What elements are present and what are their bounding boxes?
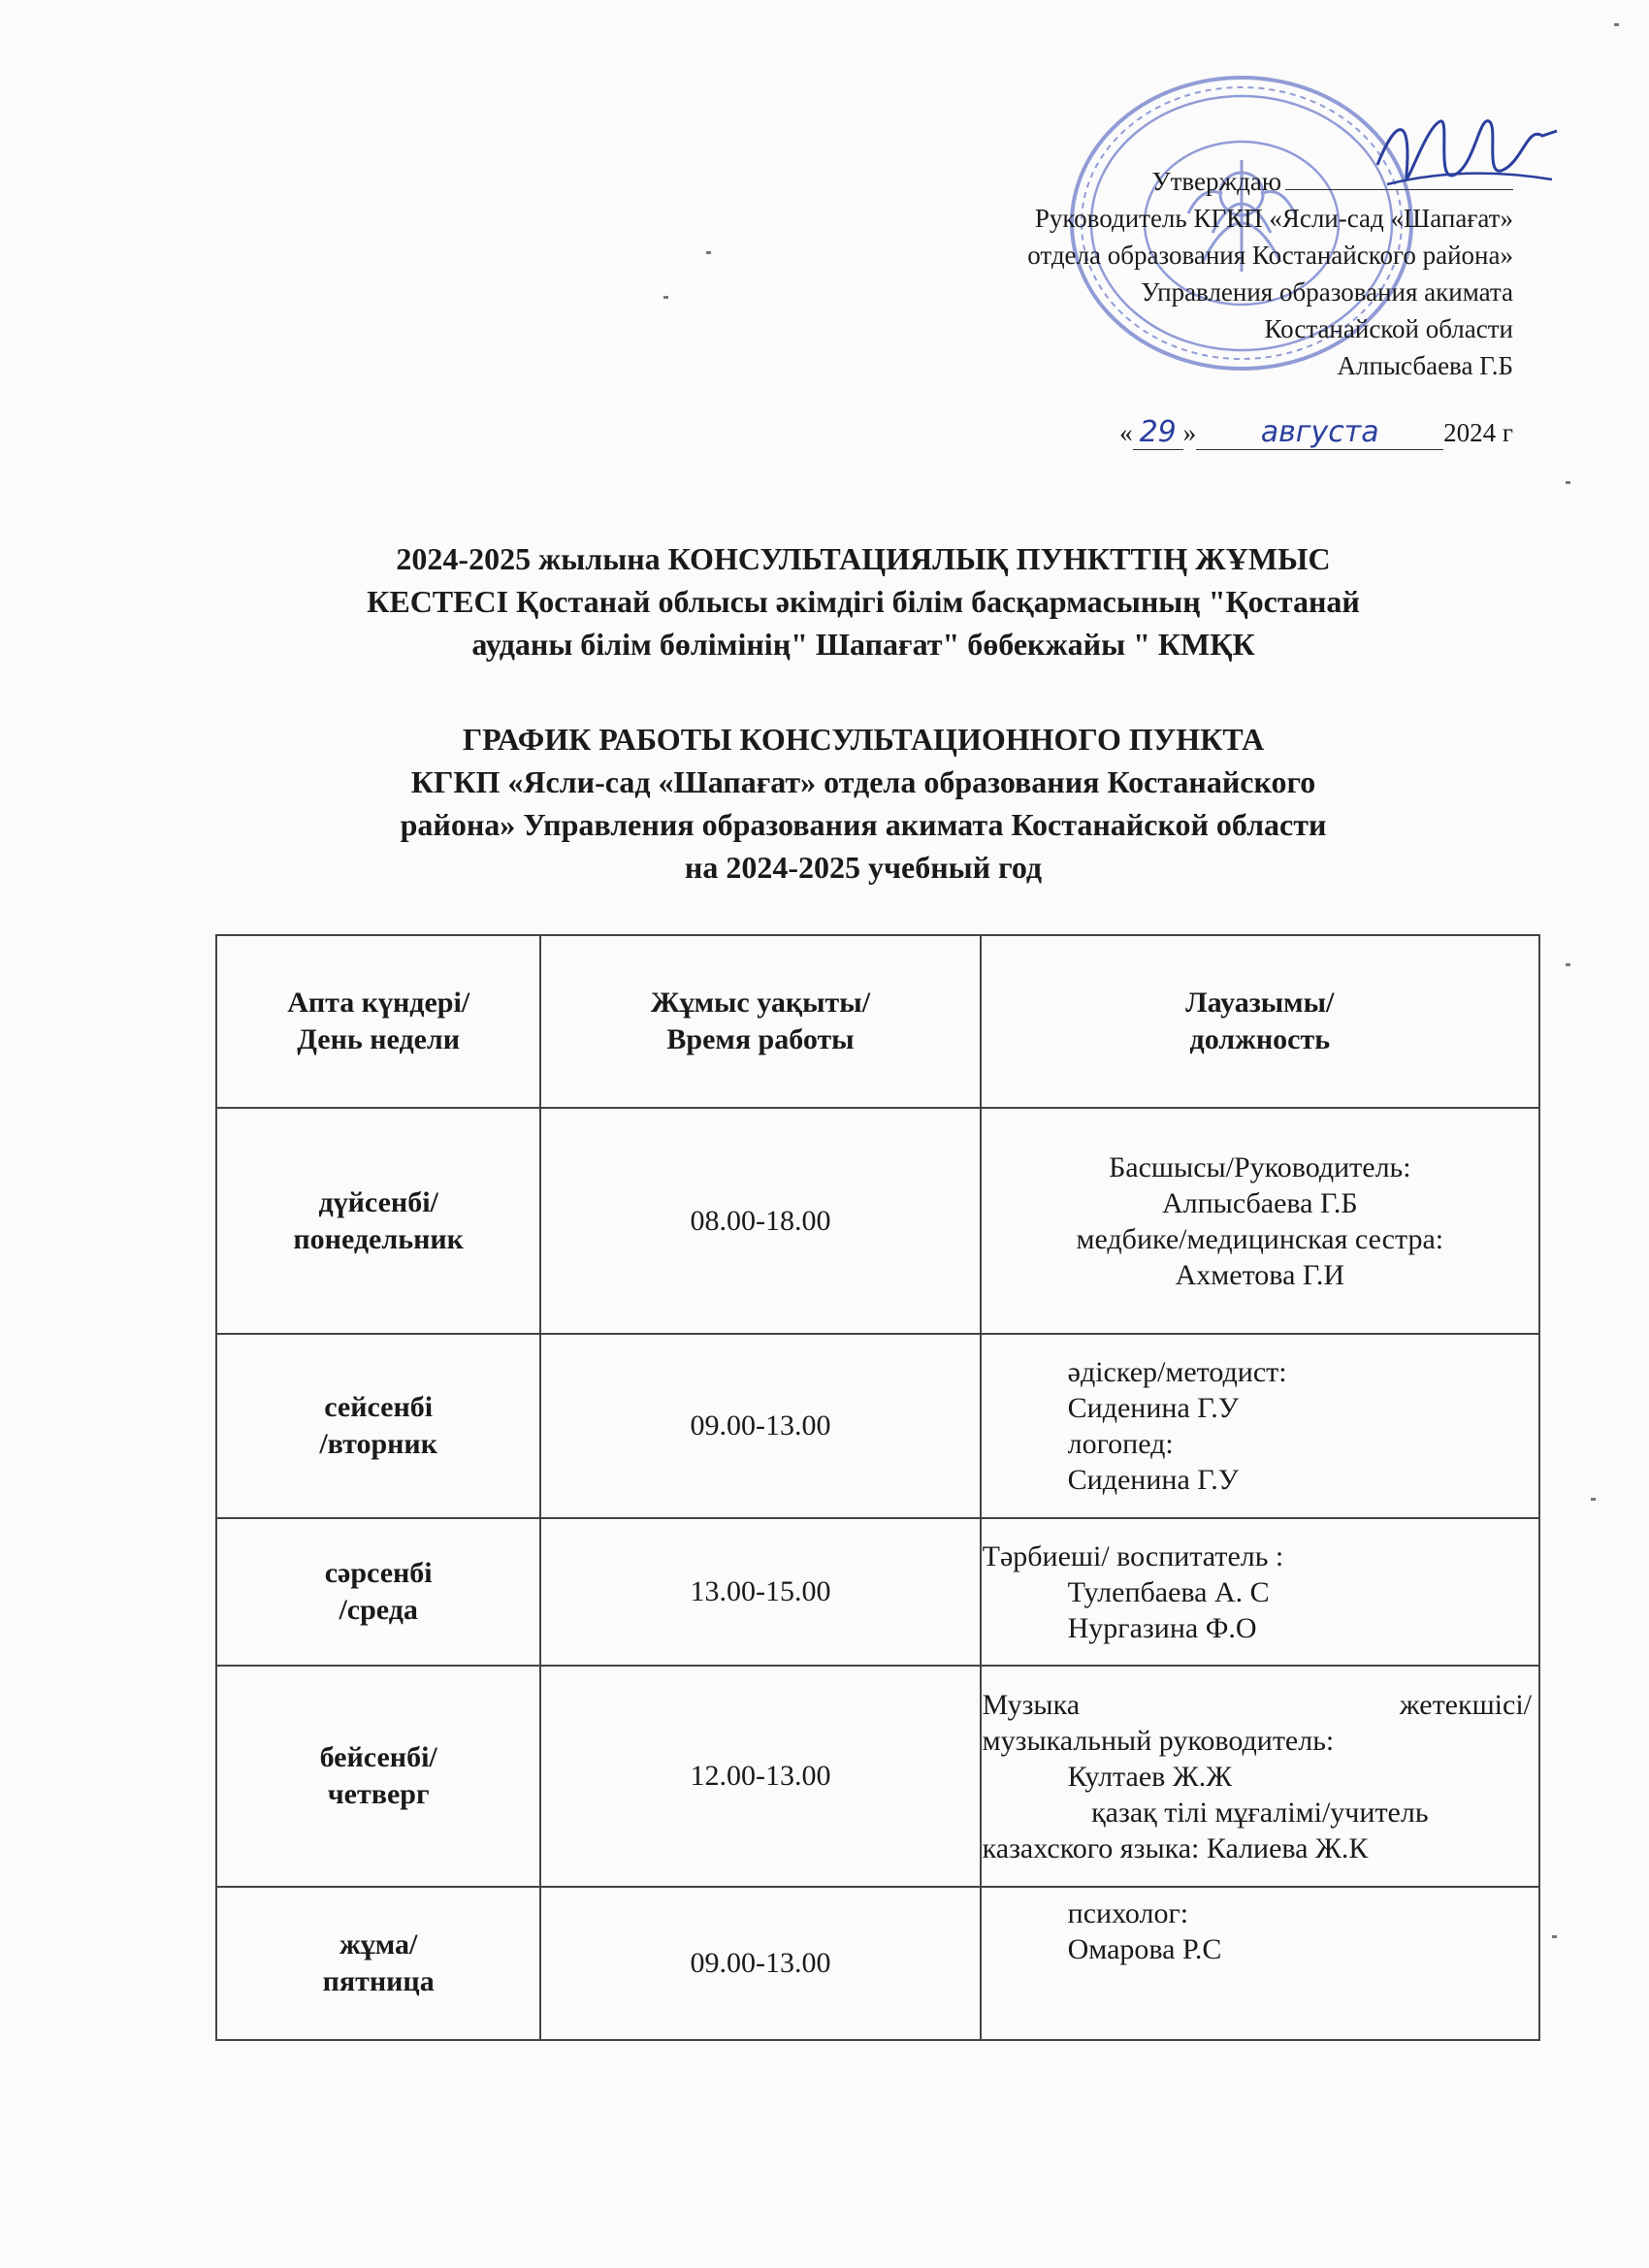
table-row bbox=[216, 1334, 1539, 1518]
day-cell: сейсенбі /вторник bbox=[216, 1334, 540, 1518]
scan-speck bbox=[706, 251, 711, 254]
table-header-row bbox=[216, 935, 1539, 1108]
title-russian: ГРАФИК РАБОТЫ КОНСУЛЬТАЦИОННОГО ПУНКТА КГКП «Ясли-сад «Шапағат» отдела образования Костанайского района» Управления образования акимата Костанайской области на 2024-2025 учебный год bbox=[400, 722, 1327, 885]
scan-speck bbox=[1591, 1498, 1596, 1501]
position-cell: психолог: Омарова Р.С bbox=[981, 1887, 1539, 2040]
day-cell: дүйсенбі/ понедельник bbox=[216, 1108, 540, 1334]
day-cell: бейсенбі/ четверг bbox=[216, 1666, 540, 1887]
position-cell: әдіскер/методист: Сиденина Г.У логопед: Сиденина Г.У bbox=[981, 1334, 1539, 1518]
time-cell: 09.00-13.00 bbox=[540, 1887, 980, 2040]
time-cell: 09.00-13.00 bbox=[540, 1334, 980, 1518]
signature-line bbox=[1285, 170, 1513, 190]
time-cell: 13.00-15.00 bbox=[540, 1518, 980, 1666]
approver-position-4: Костанайской области bbox=[1264, 314, 1513, 343]
date-month: августа bbox=[1260, 415, 1379, 449]
position-cell: Музыка жетекшісі/ музыкальный руководитель: Култаев Ж.Ж қазақ тілі мұғалімі/учитель казахского языка: Калиева Ж.К bbox=[981, 1666, 1539, 1887]
scan-speck bbox=[1566, 481, 1570, 484]
approve-label: Утверждаю bbox=[1151, 167, 1281, 196]
schedule-table bbox=[215, 934, 1540, 2041]
approver-name: Алпысбаева Г.Б bbox=[1337, 351, 1513, 380]
position-cell: Тәрбиеші/ воспитатель : Тулепбаева А. С Нургазина Ф.О bbox=[981, 1518, 1539, 1666]
approver-position-2: отдела образования Костанайского района» bbox=[1027, 241, 1513, 270]
table-row bbox=[216, 1518, 1539, 1666]
table-row bbox=[216, 1666, 1539, 1887]
header-position: Лауазымы/ должность bbox=[981, 935, 1539, 1108]
day-cell: сәрсенбі /среда bbox=[216, 1518, 540, 1666]
date-year: 2024 г bbox=[1443, 418, 1513, 447]
approver-position-3: Управления образования акимата bbox=[1141, 277, 1513, 307]
position-cell: Басшысы/Руководитель: Алпысбаева Г.Б медбике/медицинская сестра: Ахметова Г.И bbox=[981, 1108, 1539, 1334]
date-day: 29 bbox=[1139, 415, 1177, 449]
time-cell: 12.00-13.00 bbox=[540, 1666, 980, 1887]
approval-block bbox=[776, 163, 1513, 384]
table-row bbox=[216, 1887, 1539, 2040]
header-time: Жұмыс уақыты/ Время работы bbox=[540, 935, 980, 1108]
scan-speck bbox=[1614, 23, 1619, 26]
scan-speck bbox=[1566, 963, 1570, 966]
approver-position-1: Руководитель КГКП «Ясли-сад «Шапағат» bbox=[1034, 204, 1513, 233]
day-cell: жұма/ пятница bbox=[216, 1887, 540, 2040]
header-day: Апта күндері/ День недели bbox=[216, 935, 540, 1108]
approval-date: « 29 » августа 2024 г bbox=[1119, 415, 1513, 449]
time-cell: 08.00-18.00 bbox=[540, 1108, 980, 1334]
title-kazakh: 2024-2025 жылына КОНСУЛЬТАЦИЯЛЫҚ ПУНКТТІҢ ЖҰМЫС КЕСТЕСІ Қостанай облысы әкімдігі білім басқармасының "Қостанай ауданы білім бөлімінің" Шапағат" бөбекжайы " КМҚК bbox=[367, 541, 1360, 662]
scan-speck bbox=[663, 296, 668, 299]
approve-line bbox=[776, 163, 1513, 200]
scan-speck bbox=[1552, 1935, 1557, 1938]
table-row bbox=[216, 1108, 1539, 1334]
